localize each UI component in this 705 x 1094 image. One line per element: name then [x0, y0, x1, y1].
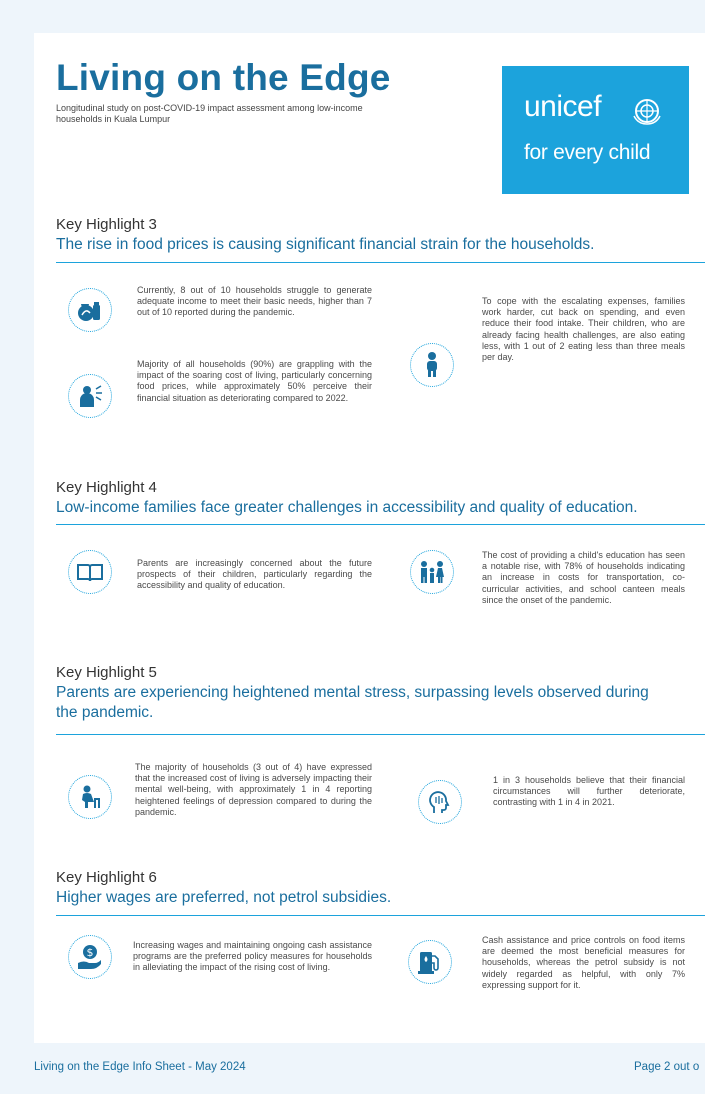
highlight-6-text-2: Cash assistance and price controls on food items are deemed the most beneficial measures for households, whereas the petrol subsidy is not widely regarded as helpful, with only 7% expressing support for it.: [482, 935, 685, 990]
page-number: Page 2 out o: [634, 1061, 700, 1073]
section-divider: [56, 524, 705, 525]
highlight-4-label: Key Highlight 4: [56, 479, 157, 496]
info-sheet-page: [34, 33, 705, 1043]
fuel-pump-icon: [408, 940, 452, 984]
highlight-5-text-2: 1 in 3 households believe that their financial circumstances will further deteriorate, contrasting with 1 in 4 in 2021.: [493, 775, 685, 808]
highlight-6-label: Key Highlight 6: [56, 869, 157, 886]
hand-dollar-icon: [68, 935, 112, 979]
family-icon: [410, 550, 454, 594]
section-divider: [56, 262, 705, 263]
child-icon: [410, 343, 454, 387]
open-book-icon: [68, 550, 112, 594]
page-title: Living on the Edge: [56, 57, 391, 98]
unicef-logo: [502, 66, 689, 194]
highlight-5-label: Key Highlight 5: [56, 664, 157, 681]
mind-head-icon: [418, 780, 462, 824]
food-grocery-icon: [68, 288, 112, 332]
section-divider: [56, 734, 705, 735]
highlight-4-title: Low-income families face greater challenges in accessibility and quality of education.: [56, 499, 638, 516]
logo-tagline: for every child: [524, 141, 651, 164]
highlight-3-text-3: To cope with the escalating expenses, families work harder, cut back on spending, and even reduce their food intake. Their children, who are already facing health challenges, are also eating less, with 1 out of 2 eating less than three meals per day.: [482, 296, 685, 363]
megaphone-person-icon: [68, 374, 112, 418]
highlight-4-text-1: Parents are increasingly concerned about the future prospects of their children, particularly regarding the accessibility and quality of education.: [137, 558, 372, 591]
svg-text:$: $: [86, 946, 94, 959]
highlight-3-title: The rise in food prices is causing significant financial strain for the households.: [56, 236, 595, 253]
highlight-6-title: Higher wages are preferred, not petrol subsidies.: [56, 889, 392, 906]
highlight-5-title: Parents are experiencing heightened mental stress, surpassing levels observed during the pandemic.: [56, 684, 649, 721]
highlight-3-text-2: Majority of all households (90%) are grappling with the impact of the soaring cost of living, particularly concerning food prices, while approximately 50% perceive their financial situation as deteriorating compared to 2022.: [137, 359, 372, 403]
highlight-4-text-2: The cost of providing a child's education has seen a notable rise, with 78% of households indicating an increase in costs for transportation, co-curricular activities, and school canteen meals since the onset of the pandemic.: [482, 550, 685, 605]
highlight-5-text-1: The majority of households (3 out of 4) have expressed that the increased cost of living is adversely impacting their mental well-being, with approximately 1 in 4 reporting heightened feelings of depression compared to during the pandemic.: [135, 762, 372, 817]
sad-person-icon: [68, 775, 112, 819]
logo-wordmark: unicef: [524, 90, 602, 123]
highlight-3-text-1: Currently, 8 out of 10 households struggle to generate adequate income to meet their basic needs, higher than 7 out of 10 reported during the pandemic.: [137, 285, 372, 318]
footer-title: Living on the Edge Info Sheet - May 2024: [34, 1061, 246, 1073]
page-subtitle: Longitudinal study on post-COVID-19 impact assessment among low-income households in Kuala Lumpur: [56, 103, 363, 124]
highlight-6-text-1: Increasing wages and maintaining ongoing cash assistance programs are the preferred policy measures for households in alleviating the impact of the rising cost of living.: [133, 940, 372, 973]
globe-emblem-icon: [632, 96, 662, 126]
section-divider: [56, 915, 705, 916]
highlight-3-label: Key Highlight 3: [56, 216, 157, 233]
